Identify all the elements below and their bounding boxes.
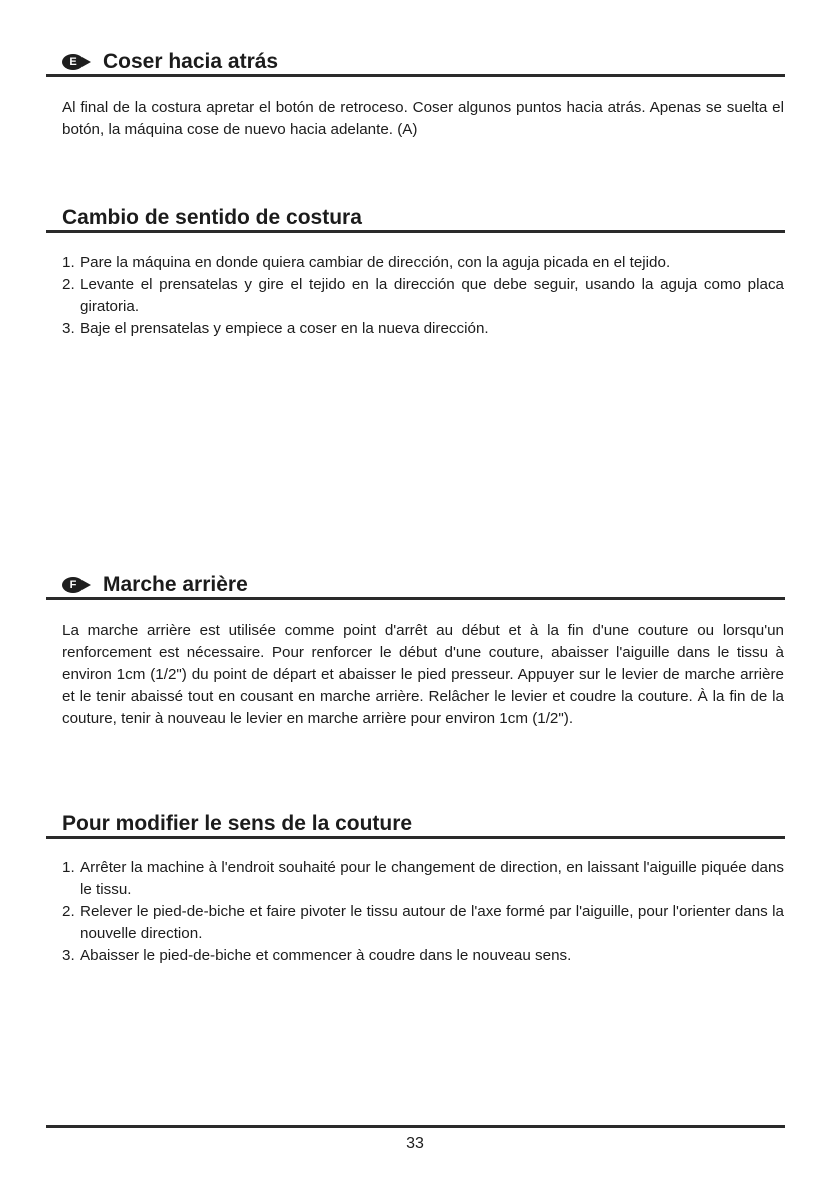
language-f-badge-icon: F [62, 577, 91, 593]
section-heading-es-turn [46, 206, 785, 233]
steps-list-fr [62, 857, 784, 967]
section-title: Cambio de sentido de costura [62, 206, 362, 229]
paragraph-es-reverse: Al final de la costura apretar el botón de retroceso. Coser algunos puntos hacia atrás. Apenas se suelta el botón, la máquina cose de nuevo hacia adelante. (A) [62, 99, 784, 138]
language-e-badge-icon: E [62, 54, 91, 70]
section-title: Coser hacia atrás [103, 50, 279, 73]
list-item: 2. Levante el prensatelas y gire el tejido en la dirección que debe seguir, usando la aguja como placa giratoria. [62, 276, 784, 315]
section-title: Marche arrière [103, 573, 248, 596]
list-item: 1. Arrêter la machine à l'endroit souhaité pour le changement de direction, en laissant l'aiguille piquée dans le tissu. [62, 859, 784, 898]
paragraph-fr-reverse: La marche arrière est utilisée comme point d'arrêt au début et à la fin d'une couture ou lorsqu'un renforcement est nécessaire. Pour renforcer le début d'une couture, abaisser l'aiguille dans le tissu à environ 1cm (1/2") du point de départ et abaisser le pied presseur. Appuyer sur le levier de marche arrière et le tenir abaissé tout en cousant en marche arrière. Relâcher le levier et coudre la couture. À la fin de la couture, tenir à nouveau le levier en marche arrière pour environ 1cm (1/2"). [62, 622, 784, 727]
list-item: 1. Pare la máquina en donde quiera cambiar de dirección, con la aguja picada en el tejido. [62, 254, 671, 271]
section-title: Pour modifier le sens de la couture [62, 812, 413, 835]
list-item: 2. Relever le pied-de-biche et faire pivoter le tissu autour de l'axe formé par l'aiguille, pour l'orienter dans la nouvelle direction. [62, 903, 784, 942]
section-heading-fr-reverse [46, 573, 785, 600]
list-item: 3. Abaisser le pied-de-biche et commencer à coudre dans le nouveau sens. [62, 947, 572, 964]
section-heading-es-reverse [46, 50, 785, 77]
steps-list-es [62, 252, 784, 340]
page-number: 33 [406, 1135, 424, 1152]
list-item: 3. Baje el prensatelas y empiece a coser en la nueva dirección. [62, 320, 489, 337]
section-heading-fr-turn [46, 812, 785, 839]
footer-divider [46, 1125, 785, 1128]
